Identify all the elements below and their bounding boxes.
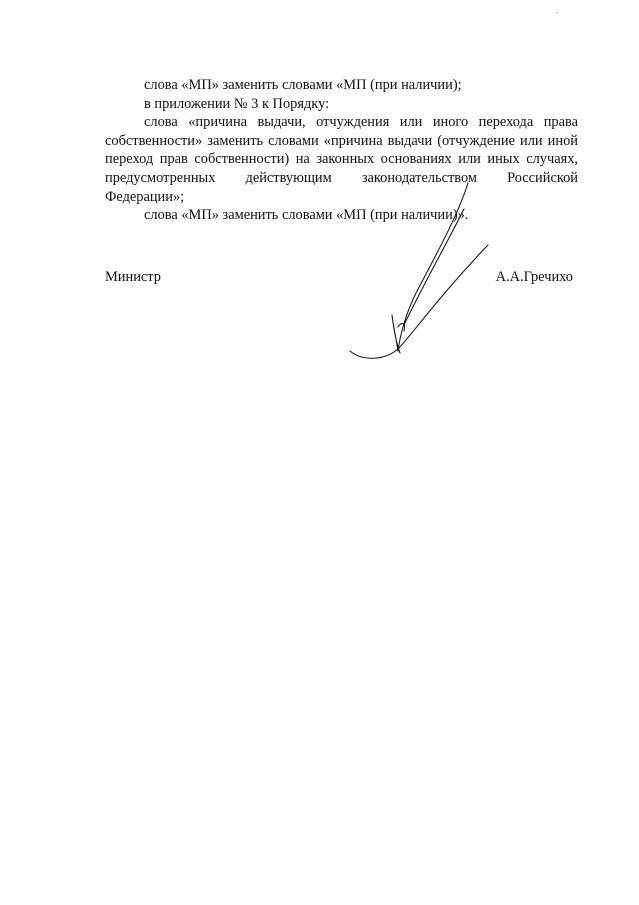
paragraph: слова «МП» заменить словами «МП (при наличии);: [144, 77, 462, 93]
paragraph: в приложении № 3 к Порядку:: [144, 95, 330, 112]
handwritten-signature-icon: [340, 175, 500, 375]
signer-name: А.А.Гречихо: [495, 269, 573, 285]
signer-position: Министр: [105, 269, 161, 285]
paragraph: слова «МП» заменить словами «МП (при наличии)».: [144, 207, 469, 224]
paragraph: слова «причина выдачи, отчуждения или иного перехода права собственности» заменить словами «причина выдачи (отчуждение или иной переход прав собственности) на законных основаниях или иных случаях, предусмотренных действующим законодательством Российской Федерации»;: [105, 114, 578, 205]
scan-artifact: [556, 12, 558, 14]
